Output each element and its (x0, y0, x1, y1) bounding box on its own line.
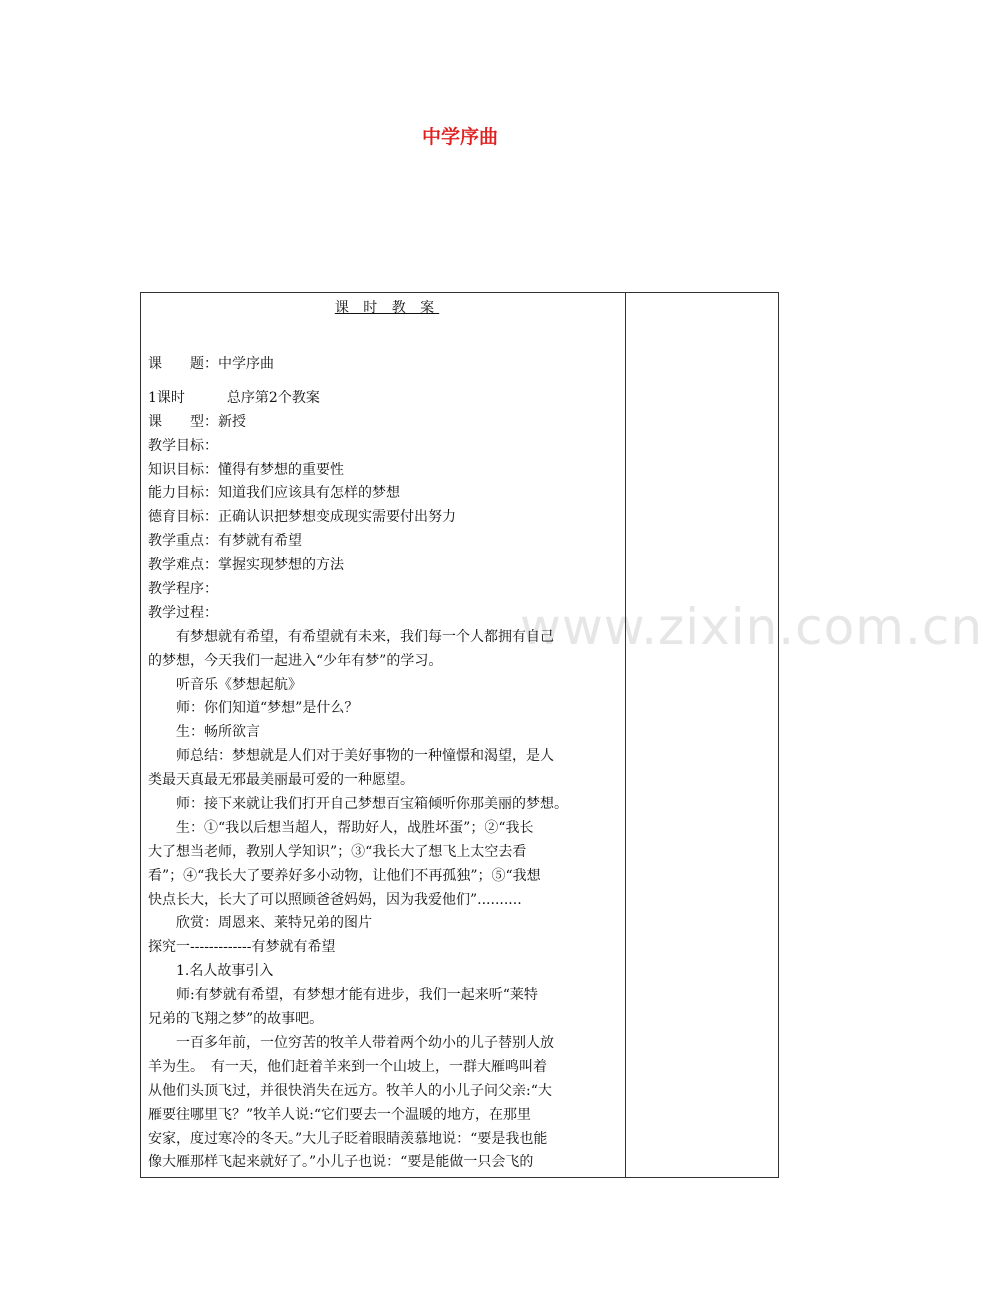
lesson-content (148, 297, 626, 1175)
lesson-line: 一百多年前，一位穷苦的牧羊人带着两个幼小的儿子替别人放 (176, 1034, 554, 1051)
lesson-line: 师:有梦就有希望，有梦想才能有进步，我们一起来听“莱特 (176, 987, 538, 1004)
lesson-line: 快点长大，长大了可以照顾爸爸妈妈，因为我爱他们”.......... (148, 891, 522, 908)
lesson-line: 教学难点：掌握实现梦想的方法 (148, 557, 344, 574)
lesson-line: 探究一-------------有梦就有希望 (148, 939, 336, 956)
lesson-line: 有梦想就有希望，有希望就有未来，我们每一个人都拥有自己 (176, 628, 554, 645)
lesson-line: 看”；④“我长大了要养好多小动物，让他们不再孤独”；⑤“我想 (148, 867, 541, 884)
lesson-line: 教学过程： (148, 604, 218, 621)
lesson-line: 1.名人故事引入 (176, 963, 274, 980)
lesson-line: 安家，度过寒冷的冬天。”大儿子眨着眼睛羡慕地说：“要是我也能 (148, 1130, 548, 1147)
lesson-line: 雁要往哪里飞？”牧羊人说:“它们要去一个温暖的地方，在那里 (148, 1106, 532, 1123)
lesson-line: 师总结：梦想就是人们对于美好事物的一种憧憬和渴望，是人 (176, 748, 554, 765)
lesson-line: 的梦想，今天我们一起进入“少年有梦”的学习。 (148, 652, 443, 669)
lesson-line: 教学重点：有梦就有希望 (148, 533, 302, 550)
lesson-line: 教学目标： (148, 437, 218, 454)
lesson-line: 生：畅所欲言 (176, 724, 260, 741)
page-title: 中学序曲 (421, 126, 498, 148)
lesson-line: 课 型：新授 (148, 413, 246, 430)
lesson-line: 教学程序： (148, 581, 218, 598)
lesson-line: 德育目标：正确认识把梦想变成现实需要付出努力 (148, 509, 456, 526)
lesson-line: 1课时 总序第2个教案 (148, 389, 320, 406)
lesson-line: 生：①“我以后想当超人，帮助好人，战胜坏蛋”；②“我长 (176, 819, 534, 836)
lesson-line: 欣赏：周恩来、莱特兄弟的图片 (176, 915, 372, 932)
lesson-line: 兄弟的飞翔之梦”的故事吧。 (148, 1011, 324, 1028)
lesson-line: 大了想当老师，教别人学知识”；③“我长大了想飞上太空去看 (148, 843, 527, 860)
lesson-line: 像大雁那样飞起来就好了。”小儿子也说：“要是能做一只会飞的 (148, 1154, 534, 1171)
lesson-line: 羊为生。 有一天，他们赶着羊来到一个山坡上，一群大雁鸣叫着 (148, 1058, 547, 1075)
watermark: www.zixin.com.cn (520, 598, 983, 656)
lesson-line: 听音乐《梦想起航》 (176, 676, 302, 693)
lesson-line: 知识目标：懂得有梦想的重要性 (148, 461, 344, 478)
lesson-line: 课 题：中学序曲 (148, 356, 274, 372)
lesson-line: 从他们头顶飞过，并很快消失在远方。牧羊人的小儿子问父亲:“大 (148, 1082, 552, 1099)
lesson-line: 师：你们知道“梦想”是什么？ (176, 700, 359, 717)
lesson-line: 师：接下来就让我们打开自己梦想百宝箱倾听你那美丽的梦想。 (176, 796, 568, 813)
lesson-plan-table (140, 292, 779, 1178)
lesson-line: 能力目标：知道我们应该具有怎样的梦想 (148, 485, 400, 502)
lesson-line: 类最天真最无邪最美丽最可爱的一种愿望。 (148, 772, 414, 789)
table-heading: 课 时 教 案 (334, 300, 440, 316)
